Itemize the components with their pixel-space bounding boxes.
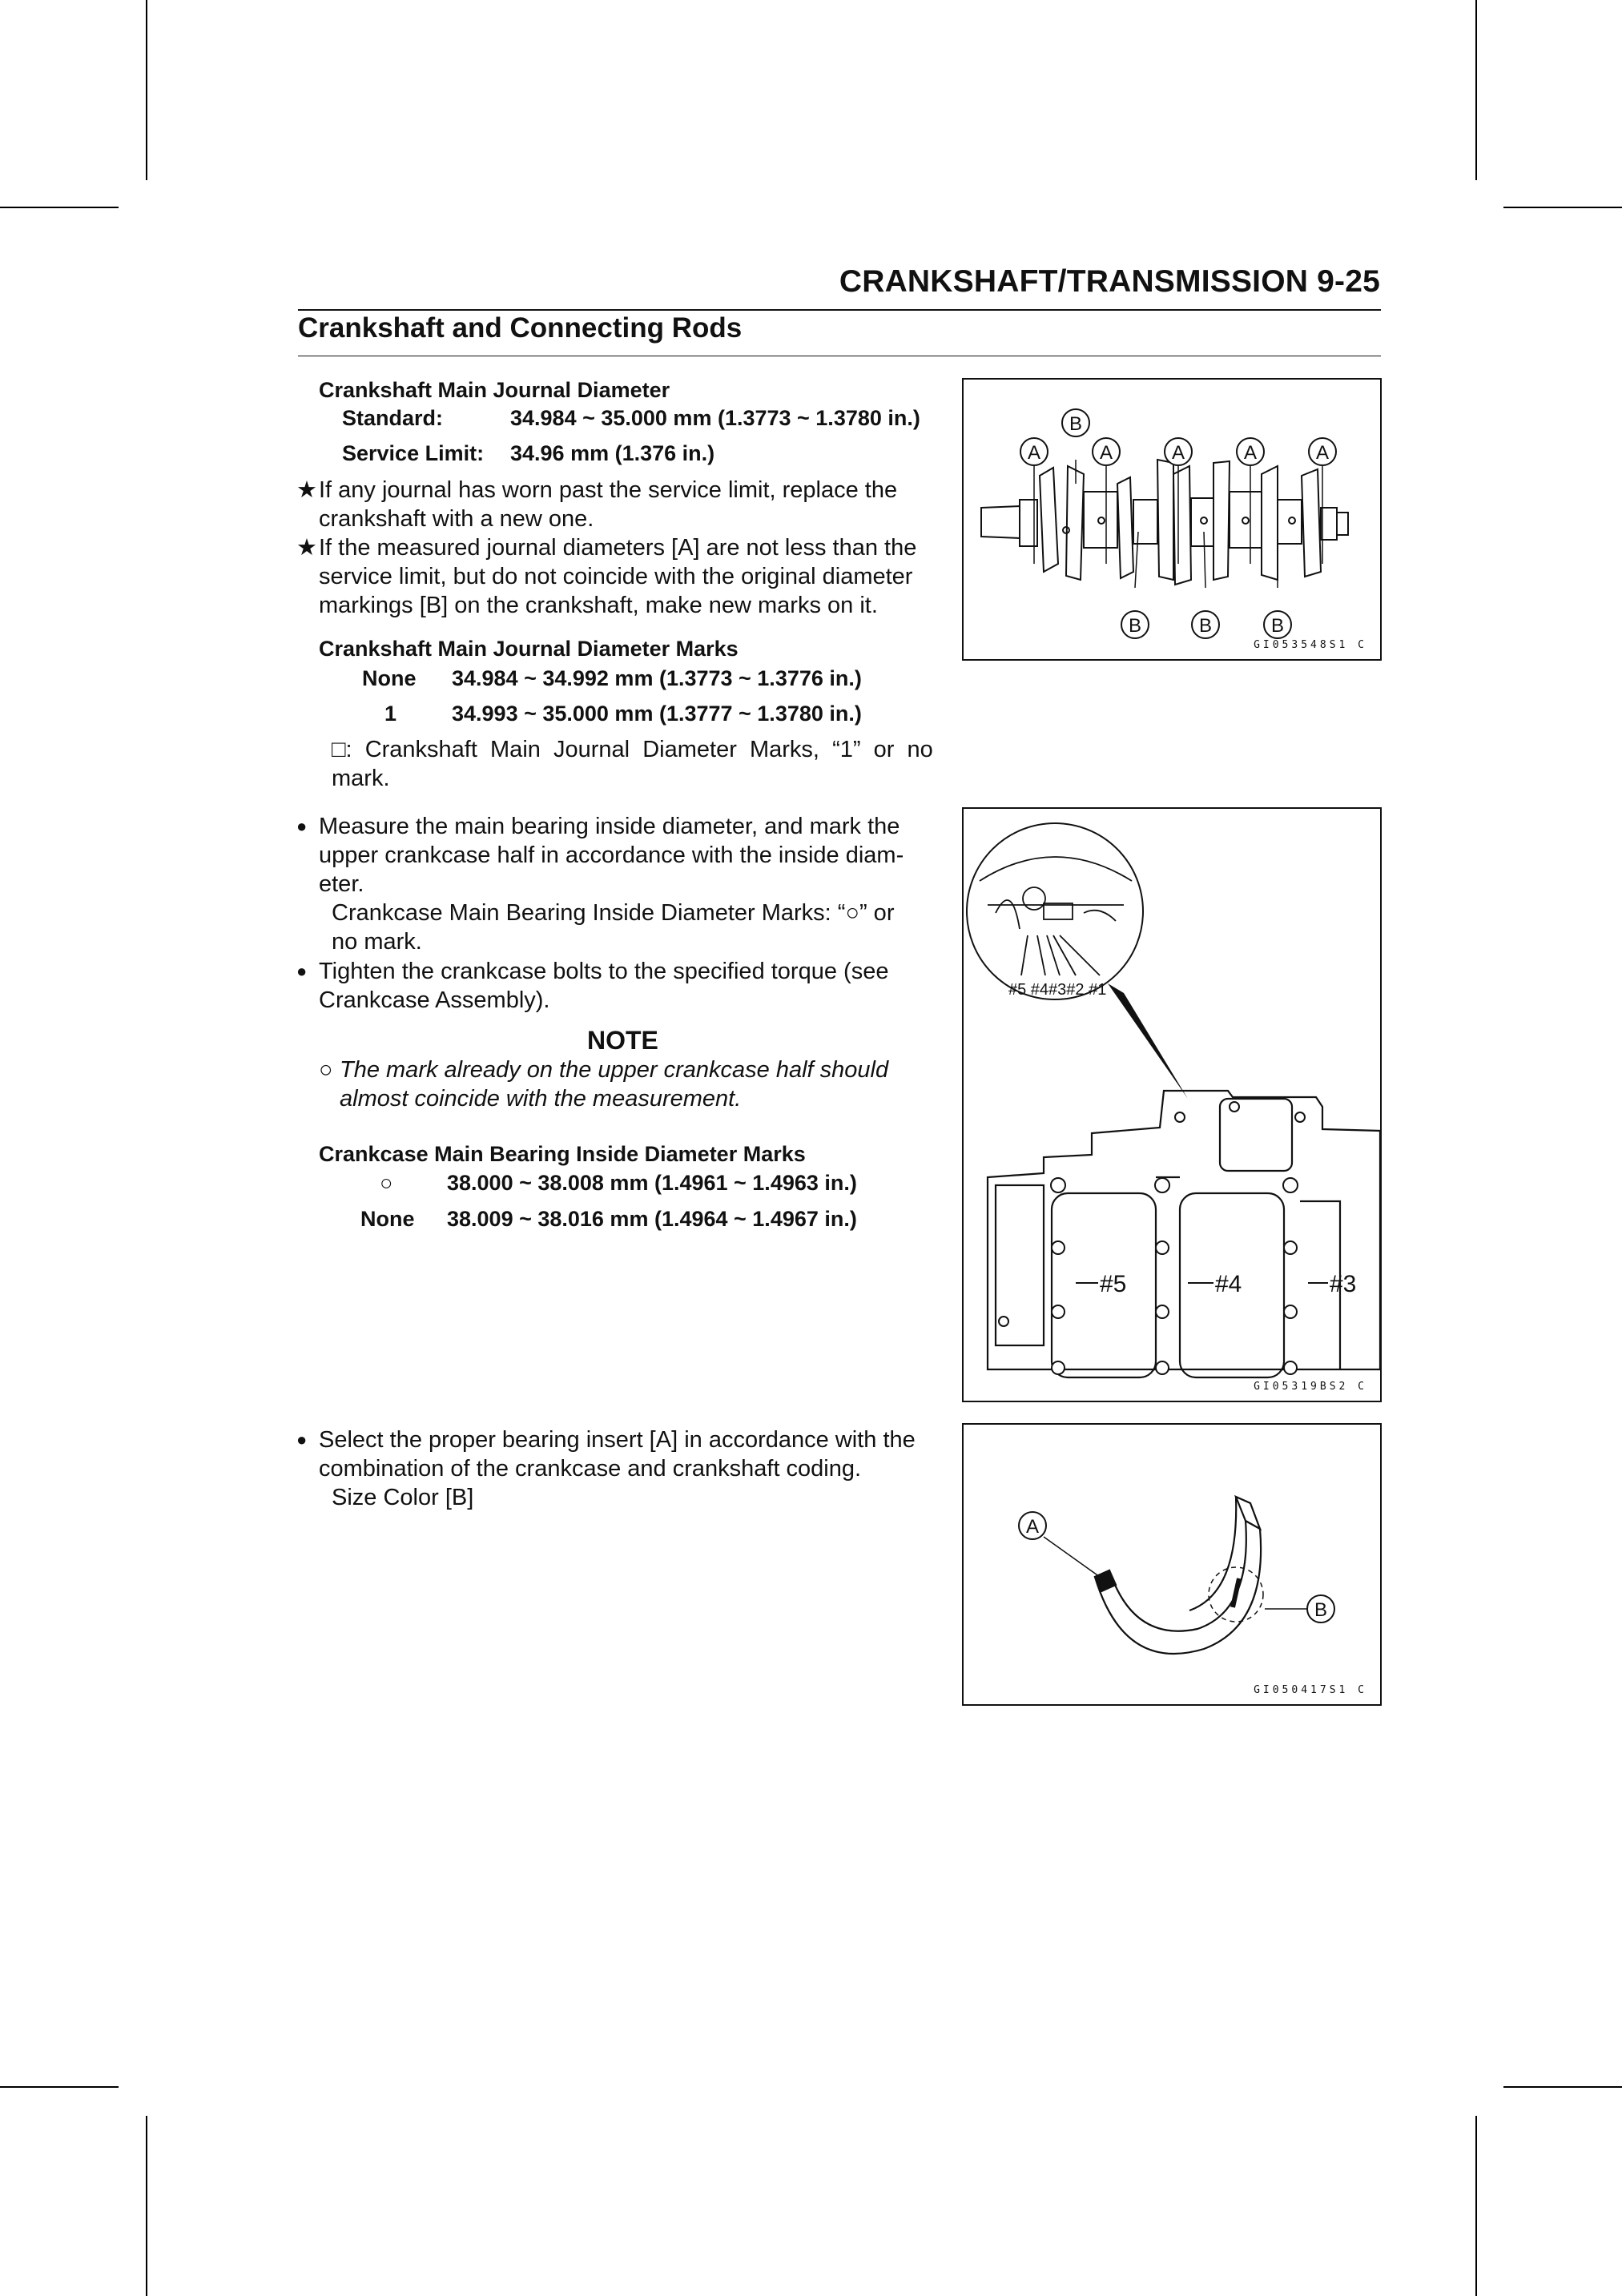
mark-cell: None: [360, 1207, 415, 1231]
callout-b: B: [1198, 615, 1213, 637]
callout-a: A: [1243, 442, 1258, 464]
callout-b: B: [1270, 615, 1285, 637]
text-line: combination of the crankcase and crankshaft coding.: [319, 1456, 862, 1482]
standard-value: 34.984 ~ 35.000 mm (1.3773 ~ 1.3780 in.): [510, 406, 920, 430]
crop-mark: [1475, 0, 1477, 180]
text-line: Tighten the crankcase bolts to the specified torque (see: [319, 959, 889, 984]
service-limit-value: 34.96 mm (1.376 in.): [510, 441, 715, 465]
note-heading: NOTE: [587, 1026, 658, 1055]
journal-label-5: #5: [1100, 1271, 1127, 1297]
callout-b: B: [1314, 1599, 1328, 1621]
journal-marks-heading: Crankshaft Main Journal Diameter Marks: [319, 637, 739, 661]
zoom-labels: #5 #4#3#2 #1: [1008, 981, 1107, 999]
mark-cell: ○: [380, 1171, 393, 1195]
crop-mark: [146, 2116, 147, 2296]
text-line: crankshaft with a new one.: [319, 506, 594, 532]
figure-code: GI050417S1 C: [1254, 1684, 1367, 1696]
text-line: upper crankcase half in accordance with the inside diam-: [319, 842, 904, 868]
text-line: Measure the main bearing inside diameter, and mark the: [319, 814, 900, 839]
dot-bullet: ●: [296, 961, 308, 981]
service-limit-label: Service Limit:: [342, 441, 485, 465]
text-line: Size Color [B]: [332, 1485, 474, 1510]
note-bullet: ○: [319, 1057, 333, 1083]
marks-legend: □: Crankshaft Main Journal Diameter Marks, “1” or no: [332, 737, 933, 762]
callout-a: A: [1171, 442, 1185, 464]
crankshaft-figure: [962, 378, 1382, 661]
mark-cell: None: [362, 666, 417, 690]
callout-a: A: [1315, 442, 1330, 464]
text-line: Crankcase Assembly).: [319, 987, 550, 1013]
callout-a: A: [1099, 442, 1113, 464]
text-line: Crankcase Main Bearing Inside Diameter Marks: “○” or: [332, 900, 895, 926]
crop-mark: [1503, 2086, 1622, 2088]
section-title: Crankshaft and Connecting Rods: [298, 312, 743, 344]
callout-b: B: [1128, 615, 1142, 637]
standard-label: Standard:: [342, 406, 444, 430]
text-line: no mark.: [332, 929, 422, 955]
star-bullet: ★: [296, 477, 317, 503]
crop-mark: [1503, 207, 1622, 208]
value-cell: 38.000 ~ 38.008 mm (1.4961 ~ 1.4963 in.): [447, 1171, 857, 1195]
journal-label-3: #3: [1330, 1271, 1357, 1297]
value-cell: 34.984 ~ 34.992 mm (1.3773 ~ 1.3776 in.): [452, 666, 862, 690]
bearing-insert-figure: [962, 1423, 1382, 1706]
bearing-insert-drawing: [964, 1425, 1383, 1707]
crankcase-drawing: [964, 809, 1383, 1404]
dot-bullet: ●: [296, 1429, 308, 1450]
bearing-marks-heading: Crankcase Main Bearing Inside Diameter Marks: [319, 1142, 806, 1166]
journal-diameter-heading: Crankshaft Main Journal Diameter: [319, 378, 670, 402]
marks-legend: mark.: [332, 766, 390, 791]
callout-b: B: [1069, 413, 1083, 435]
value-cell: 34.993 ~ 35.000 mm (1.3777 ~ 1.3780 in.): [452, 702, 862, 726]
crop-mark: [1475, 2116, 1477, 2296]
mark-cell: 1: [384, 702, 397, 726]
value-cell: 38.009 ~ 38.016 mm (1.4964 ~ 1.4967 in.): [447, 1207, 857, 1231]
figure-code: GI05319BS2 C: [1254, 1381, 1367, 1393]
text-line: If the measured journal diameters [A] are not less than the: [319, 535, 917, 561]
crop-mark: [146, 0, 147, 180]
text-line: eter.: [319, 871, 364, 897]
crankshaft-drawing: [964, 380, 1383, 662]
crop-mark: [0, 207, 119, 208]
text-line: If any journal has worn past the service limit, replace the: [319, 477, 898, 503]
note-line: The mark already on the upper crankcase half should: [340, 1057, 889, 1083]
text-line: Select the proper bearing insert [A] in accordance with the: [319, 1427, 916, 1453]
text-line: service limit, but do not coincide with the original diameter: [319, 564, 913, 589]
figure-code: GI053548S1 C: [1254, 639, 1367, 651]
header-rule: [298, 309, 1381, 311]
callout-a: A: [1027, 442, 1041, 464]
crop-mark: [0, 2086, 119, 2088]
crankcase-figure: [962, 807, 1382, 1402]
chapter-title: CRANKSHAFT/TRANSMISSION 9-25: [839, 264, 1380, 299]
star-bullet: ★: [296, 535, 317, 561]
journal-label-4: #4: [1215, 1271, 1242, 1297]
dot-bullet: ●: [296, 816, 308, 836]
note-line: almost coincide with the measurement.: [340, 1086, 742, 1112]
callout-a: A: [1025, 1516, 1040, 1538]
text-line: markings [B] on the crankshaft, make new marks on it.: [319, 593, 878, 618]
